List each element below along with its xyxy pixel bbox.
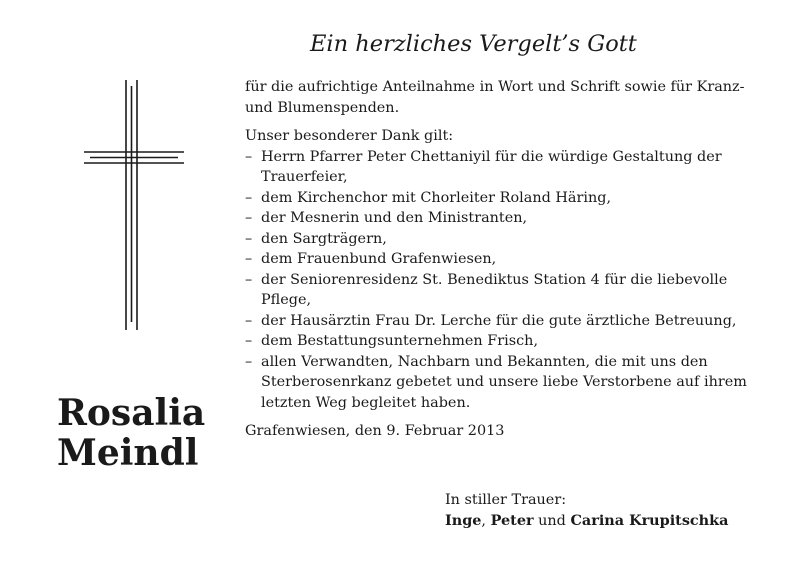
- notice-body: [245, 77, 750, 442]
- signature-intro: In stiller Trauer:: [445, 492, 567, 508]
- list-item: – dem Kirchenchor mit Chorleiter Roland Häring,: [245, 188, 750, 209]
- deceased-first-name: Rosalia: [57, 392, 206, 434]
- cross-icon: [84, 80, 184, 330]
- signer-separator: ,: [481, 512, 491, 529]
- list-item: – der Seniorenresidenz St. Benediktus Station 4 für die liebevolle Pflege,: [245, 270, 750, 311]
- place-date: Grafenwiesen, den 9. Februar 2013: [245, 423, 505, 439]
- list-item: – dem Bestattungsunternehmen Frisch,: [245, 331, 750, 352]
- list-item: – allen Verwandten, Nachbarn und Bekannten, die mit uns den Sterberosenrkanz gebetet und unsere liebe Verstorbene auf ihrem letzten Weg begleitet haben.: [245, 352, 750, 414]
- deceased-name: [57, 393, 205, 473]
- thanks-heading: Unser besonderer Dank gilt:: [245, 128, 454, 144]
- signer-name: Carina Krupitschka: [570, 511, 729, 529]
- signature-names: [445, 511, 728, 532]
- intro-text: für die aufrichtige Anteilnahme in Wort und Schrift sowie für Kranz- und Blumenspenden.: [245, 79, 745, 116]
- signer-separator: und: [533, 512, 571, 529]
- signer-name: Peter: [490, 511, 534, 529]
- list-item: – der Mesnerin und den Ministranten,: [245, 208, 750, 229]
- notice-title: Ein herzliches Vergelt’s Gott: [310, 31, 637, 57]
- list-item: – dem Frauenbund Grafenwiesen,: [245, 249, 750, 270]
- list-item: – den Sargträgern,: [245, 229, 750, 250]
- list-item: – Herrn Pfarrer Peter Chettaniyil für die würdige Gestaltung der Trauerfeier,: [245, 147, 750, 188]
- signer-name: Inge: [445, 511, 482, 529]
- deceased-last-name: Meindl: [57, 432, 199, 474]
- signature-block: [445, 490, 728, 531]
- thanks-list: [245, 147, 750, 414]
- list-item: – der Hausärztin Frau Dr. Lerche für die gute ärztliche Betreuung,: [245, 311, 750, 332]
